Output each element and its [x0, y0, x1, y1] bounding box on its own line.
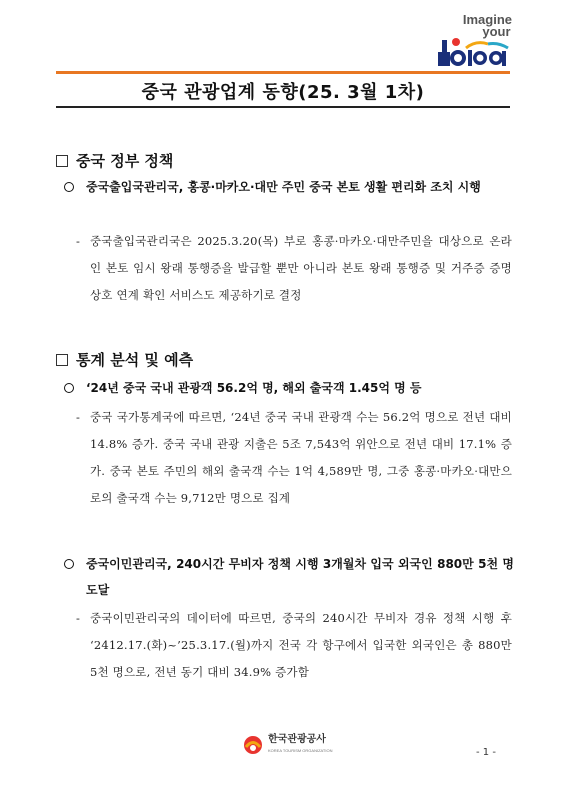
detail-paragraph: - 중국출입국관리국은 2025.3.20(목) 부로 홍콩·마카오·대만주민을 대상으로 온라인 본토 임시 왕래 통행증을 발급할 뿐만 아니라 본토 왕래 통행증 및 거주증 증명 상호 연계 확인 서비스도 제공하기로 결정	[76, 228, 512, 309]
detail-text: 중국 국가통계국에 따르면, ‘24년 중국 국내 관광객 수는 56.2억 명으로 전년 대비 14.8% 증가. 중국 국내 관광 지출은 5조 7,543억 위안으로 전년 대비 17.1% 증가. 중국 본토 주민의 해외 출국객 수는 1억 4,589만 명, 그중 홍콩·마카오·대만으로의 출국객 수는 9,712만 명으로 집계	[90, 410, 512, 505]
footer-org-logo	[242, 734, 332, 756]
detail-paragraph: - 중국이민관리국의 데이터에 따르면, 중국의 240시간 무비자 경유 정책 시행 후 ‘2412.17.(화)~’25.3.17.(월)까지 전국 각 항구에서 입국한 외국인은 총 880만 5천 명으로, 전년 동기 대비 34.9% 증가함	[76, 605, 512, 686]
detail-paragraph: - 중국 국가통계국에 따르면, ‘24년 중국 국내 관광객 수는 56.2억 명으로 전년 대비 14.8% 증가. 중국 국내 관광 지출은 5조 7,543억 위안으로 전년 대비 17.1% 증가. 중국 본토 주민의 해외 출국객 수는 1억 4,589만 명, 그중 홍콩·마카오·대만으로의 출국객 수는 9,712만 명으로 집계	[76, 404, 512, 512]
bullet-text: ‘24년 중국 국내 관광객 56.2억 명, 해외 출국객 1.45억 명 등	[86, 381, 422, 395]
detail-text: 중국이민관리국의 데이터에 따르면, 중국의 240시간 무비자 경유 정책 시행 후 ‘2412.17.(화)~’25.3.17.(월)까지 전국 각 항구에서 입국한 외국인은 총 880만 5천 명으로, 전년 동기 대비 34.9% 증가함	[90, 611, 512, 679]
bullet-text: 중국이민관리국, 240시간 무비자 정책 시행 3개월차 입국 외국인 880만 5천 명 도달	[86, 557, 514, 597]
title-underline	[56, 106, 510, 108]
korea-logo	[436, 30, 516, 70]
bullet-item	[64, 375, 514, 401]
section-heading-policy	[56, 150, 173, 171]
header-accent-rule	[56, 71, 510, 74]
circle-bullet-icon	[64, 559, 74, 569]
section-heading-text: 중국 정부 정책	[76, 152, 174, 170]
square-bullet-icon	[56, 155, 68, 167]
bullet-text: 중국출입국관리국, 홍콩·마카오·대만 주민 중국 본토 생활 편리화 조치 시행	[86, 180, 481, 194]
org-sub: KOREA TOURISM ORGANIZATION	[268, 748, 333, 753]
detail-text: 중국출입국관리국은 2025.3.20(목) 부로 홍콩·마카오·대만주민을 대상으로 온라인 본토 임시 왕래 통행증을 발급할 뿐만 아니라 본토 왕래 통행증 및 거주증 증명 상호 연계 확인 서비스도 제공하기로 결정	[90, 234, 512, 302]
circle-bullet-icon	[64, 182, 74, 192]
page-number: - 1 -	[476, 747, 496, 758]
section-heading-statistics	[56, 349, 193, 370]
page-title: 중국 관광업계 동향(25. 3월 1차)	[141, 82, 425, 103]
bullet-item	[64, 551, 514, 603]
circle-bullet-icon	[64, 383, 74, 393]
square-bullet-icon	[56, 354, 68, 366]
tagline-line1: Imagine	[462, 12, 512, 27]
kto-emblem-icon	[242, 734, 264, 756]
org-name: 한국관광공사	[268, 734, 326, 745]
bullet-item	[64, 174, 514, 200]
section-heading-text: 통계 분석 및 예측	[76, 351, 194, 369]
tagline-line2: your	[482, 24, 511, 39]
